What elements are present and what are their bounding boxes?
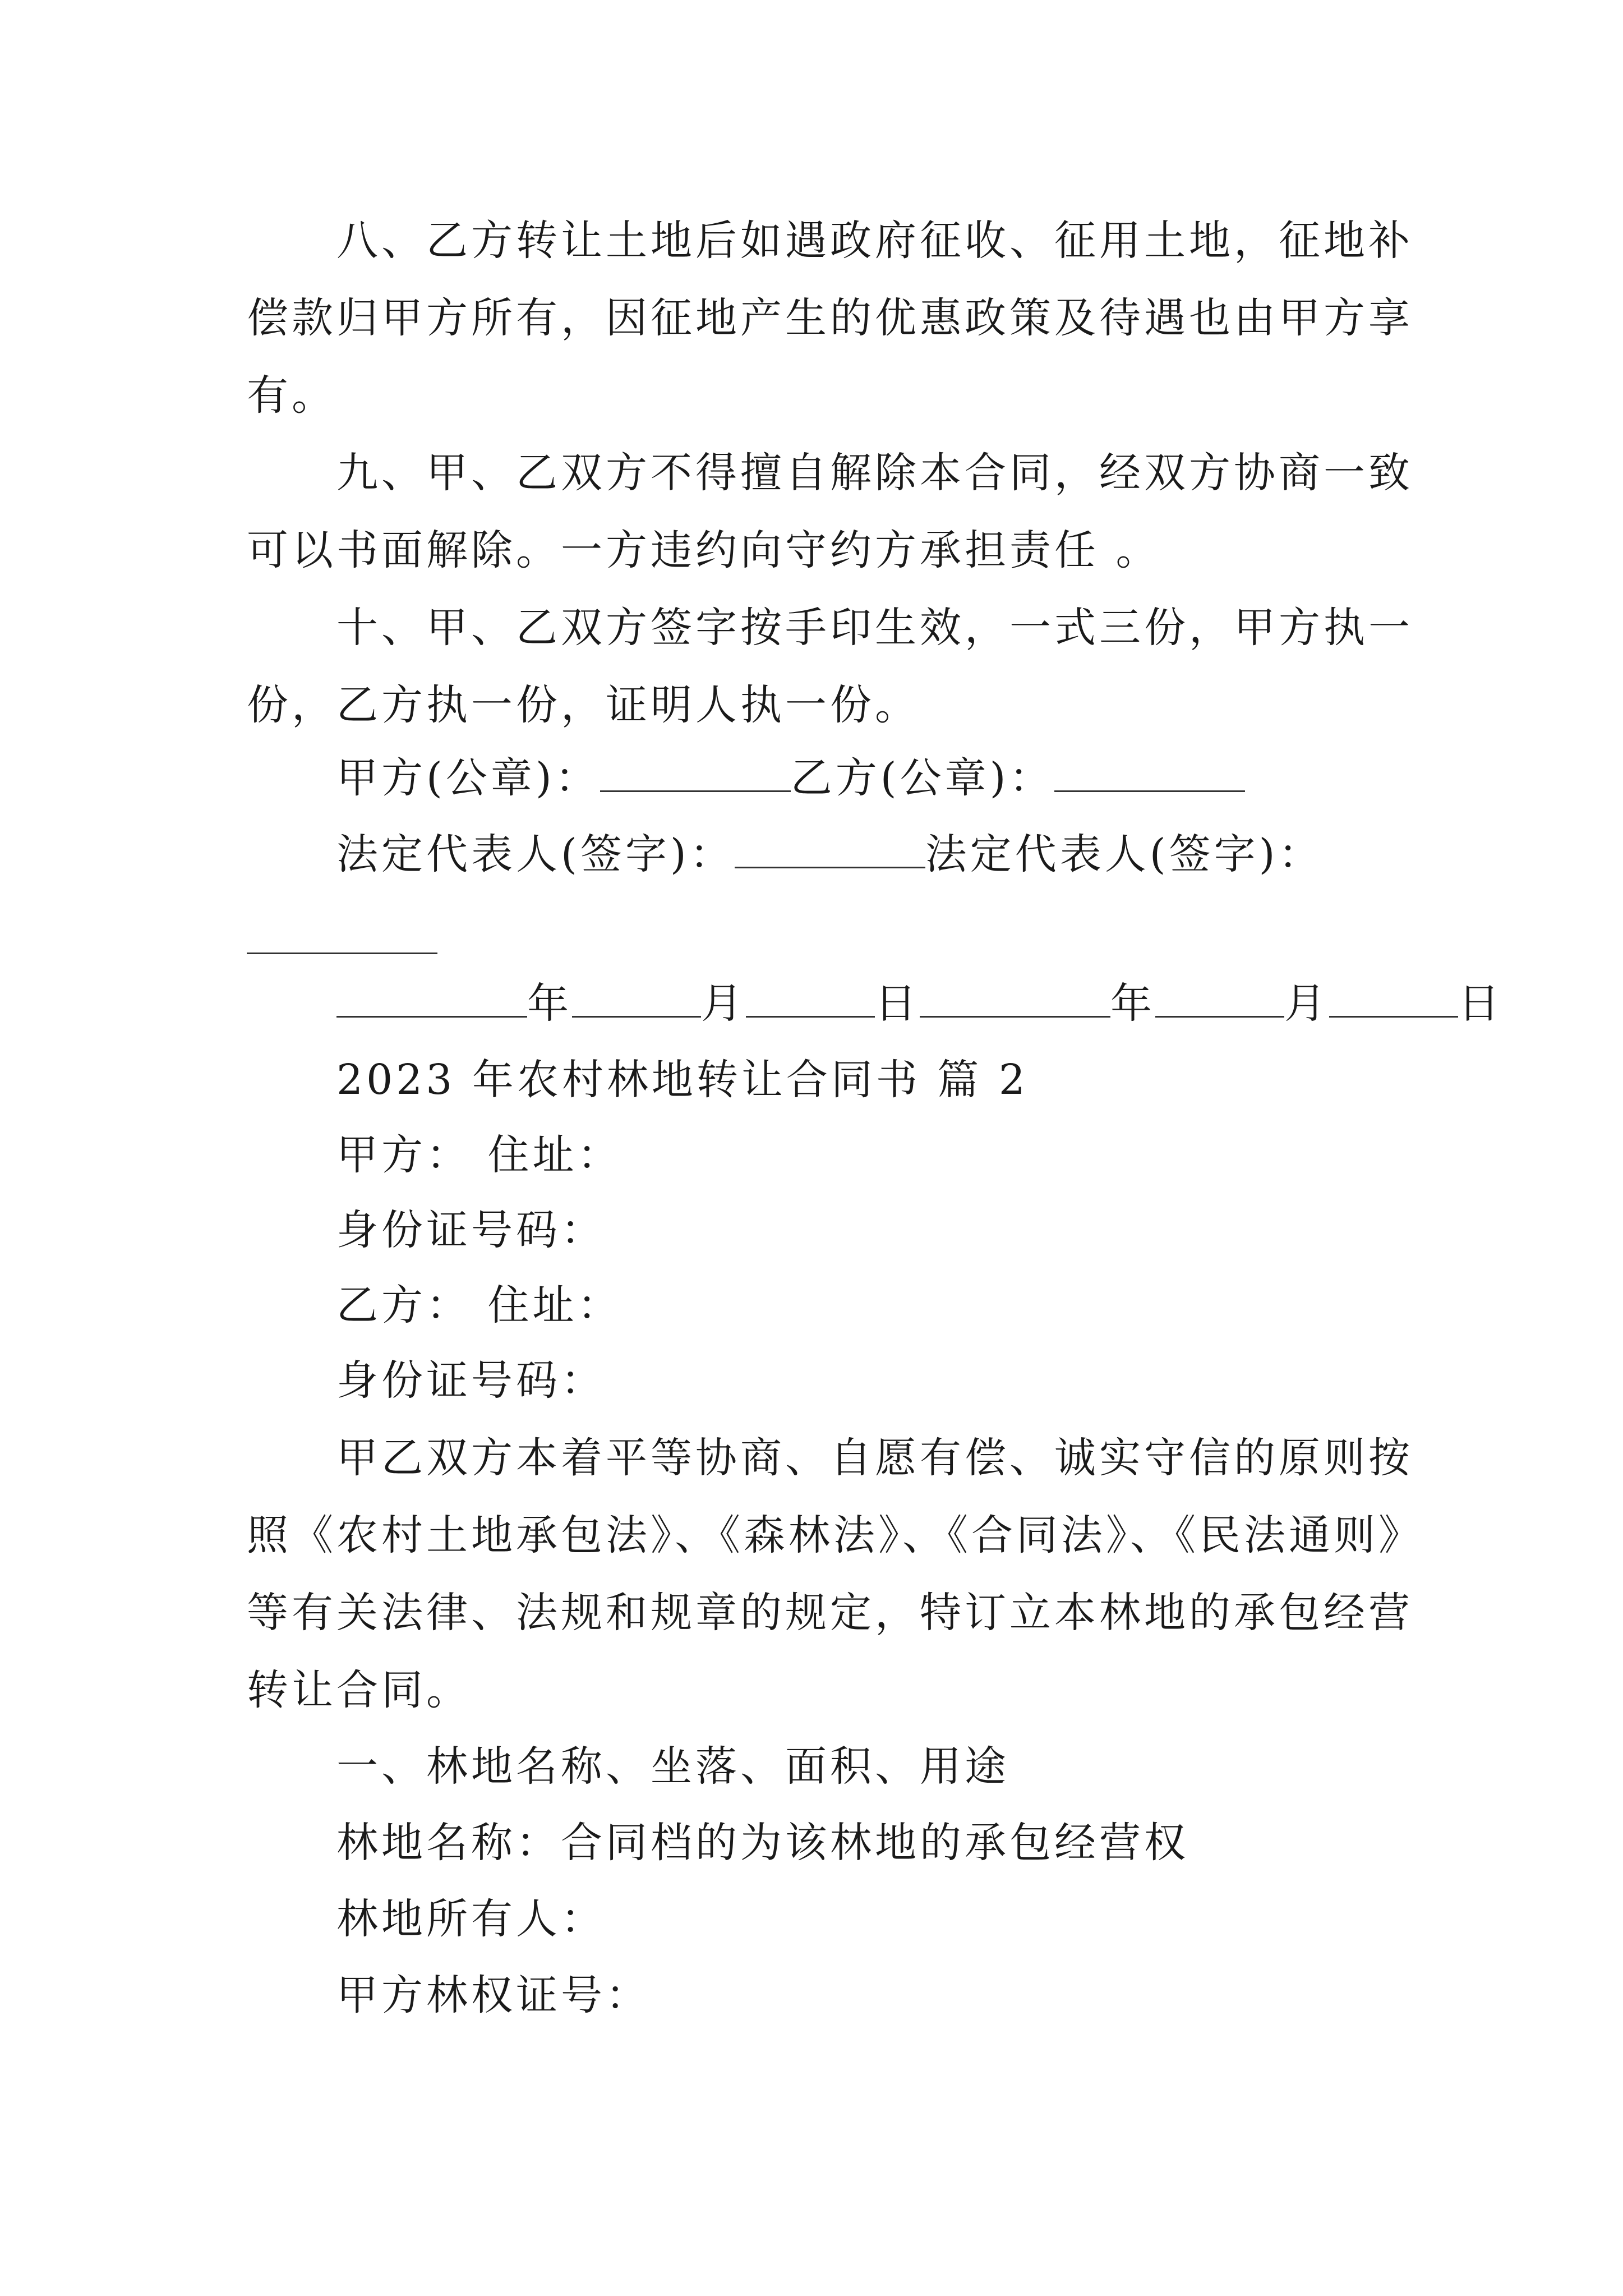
clause-1-heading: 一、林地名称、坐落、面积、用途	[336, 1742, 1009, 1791]
party-a-seal-blank[interactable]	[600, 758, 791, 792]
year-a-label: 年	[527, 979, 572, 1028]
day-b-blank[interactable]	[1329, 983, 1458, 1018]
preamble-line-1: 甲乙双方本着平等协商、自愿有偿、诚实守信的原则按	[336, 1434, 1413, 1482]
clause-9-line-2: 可以书面解除。一方违约向守约方承担责任 。	[247, 526, 1161, 574]
legal-rep-b-blank[interactable]	[247, 953, 437, 954]
legal-rep-a-blank[interactable]	[735, 834, 925, 868]
clause-10-line-1: 十、甲、乙双方签字按手印生效，一式三份，甲方执一	[336, 604, 1413, 652]
forest-name: 林地名称：合同档的为该林地的承包经营权	[336, 1819, 1189, 1867]
month-b-label: 月	[1284, 979, 1329, 1028]
preamble-line-4: 转让合同。	[247, 1666, 471, 1714]
preamble-line-3: 等有关法律、法规和规章的规定，特订立本林地的承包经营	[247, 1589, 1413, 1637]
year-b-blank[interactable]	[920, 983, 1110, 1018]
legal-rep-a-label: 法定代表人(签字)：	[336, 830, 735, 878]
date-line	[336, 979, 1503, 1028]
party-a-id: 身份证号码：	[336, 1206, 606, 1254]
month-a-label: 月	[701, 979, 746, 1028]
preamble-line-2: 照《农村土地承包法》、《森林法》、《合同法》、《民法通则》	[247, 1511, 1423, 1559]
party-a-seal-label: 甲方(公章)：	[336, 754, 600, 802]
party-b-seal-label: 乙方(公章)：	[790, 754, 1054, 802]
month-a-blank[interactable]	[572, 983, 701, 1018]
seal-line	[336, 754, 1245, 802]
party-b-seal-blank[interactable]	[1054, 758, 1245, 792]
party-a-address: 甲方： 住址：	[336, 1131, 623, 1179]
forest-cert-number: 甲方林权证号：	[336, 1971, 651, 2019]
year-b-label: 年	[1110, 979, 1155, 1028]
clause-8-line-1: 八、乙方转让土地后如遇政府征收、征用土地，征地补	[336, 217, 1413, 265]
day-b-label: 日	[1458, 979, 1503, 1028]
day-a-blank[interactable]	[746, 983, 875, 1018]
legal-rep-b-label: 法定代表人(签字)：	[925, 830, 1324, 878]
day-a-label: 日	[875, 979, 920, 1028]
month-b-blank[interactable]	[1155, 983, 1284, 1018]
clause-9-line-1: 九、甲、乙双方不得擅自解除本合同，经双方协商一致	[336, 449, 1413, 497]
clause-10-line-2: 份，乙方执一份，证明人执一份。	[247, 681, 920, 729]
legal-rep-line	[336, 830, 1324, 878]
party-b-id: 身份证号码：	[336, 1356, 606, 1405]
year-a-blank[interactable]	[336, 983, 527, 1018]
clause-8-line-3: 有。	[247, 371, 336, 420]
forest-owner: 林地所有人：	[336, 1895, 606, 1943]
section-2-title: 2023 年农村林地转让合同书 篇 2	[336, 1056, 1029, 1104]
party-b-address: 乙方： 住址：	[336, 1281, 623, 1329]
clause-8-line-2: 偿款归甲方所有，因征地产生的优惠政策及待遇也由甲方享	[247, 294, 1413, 342]
